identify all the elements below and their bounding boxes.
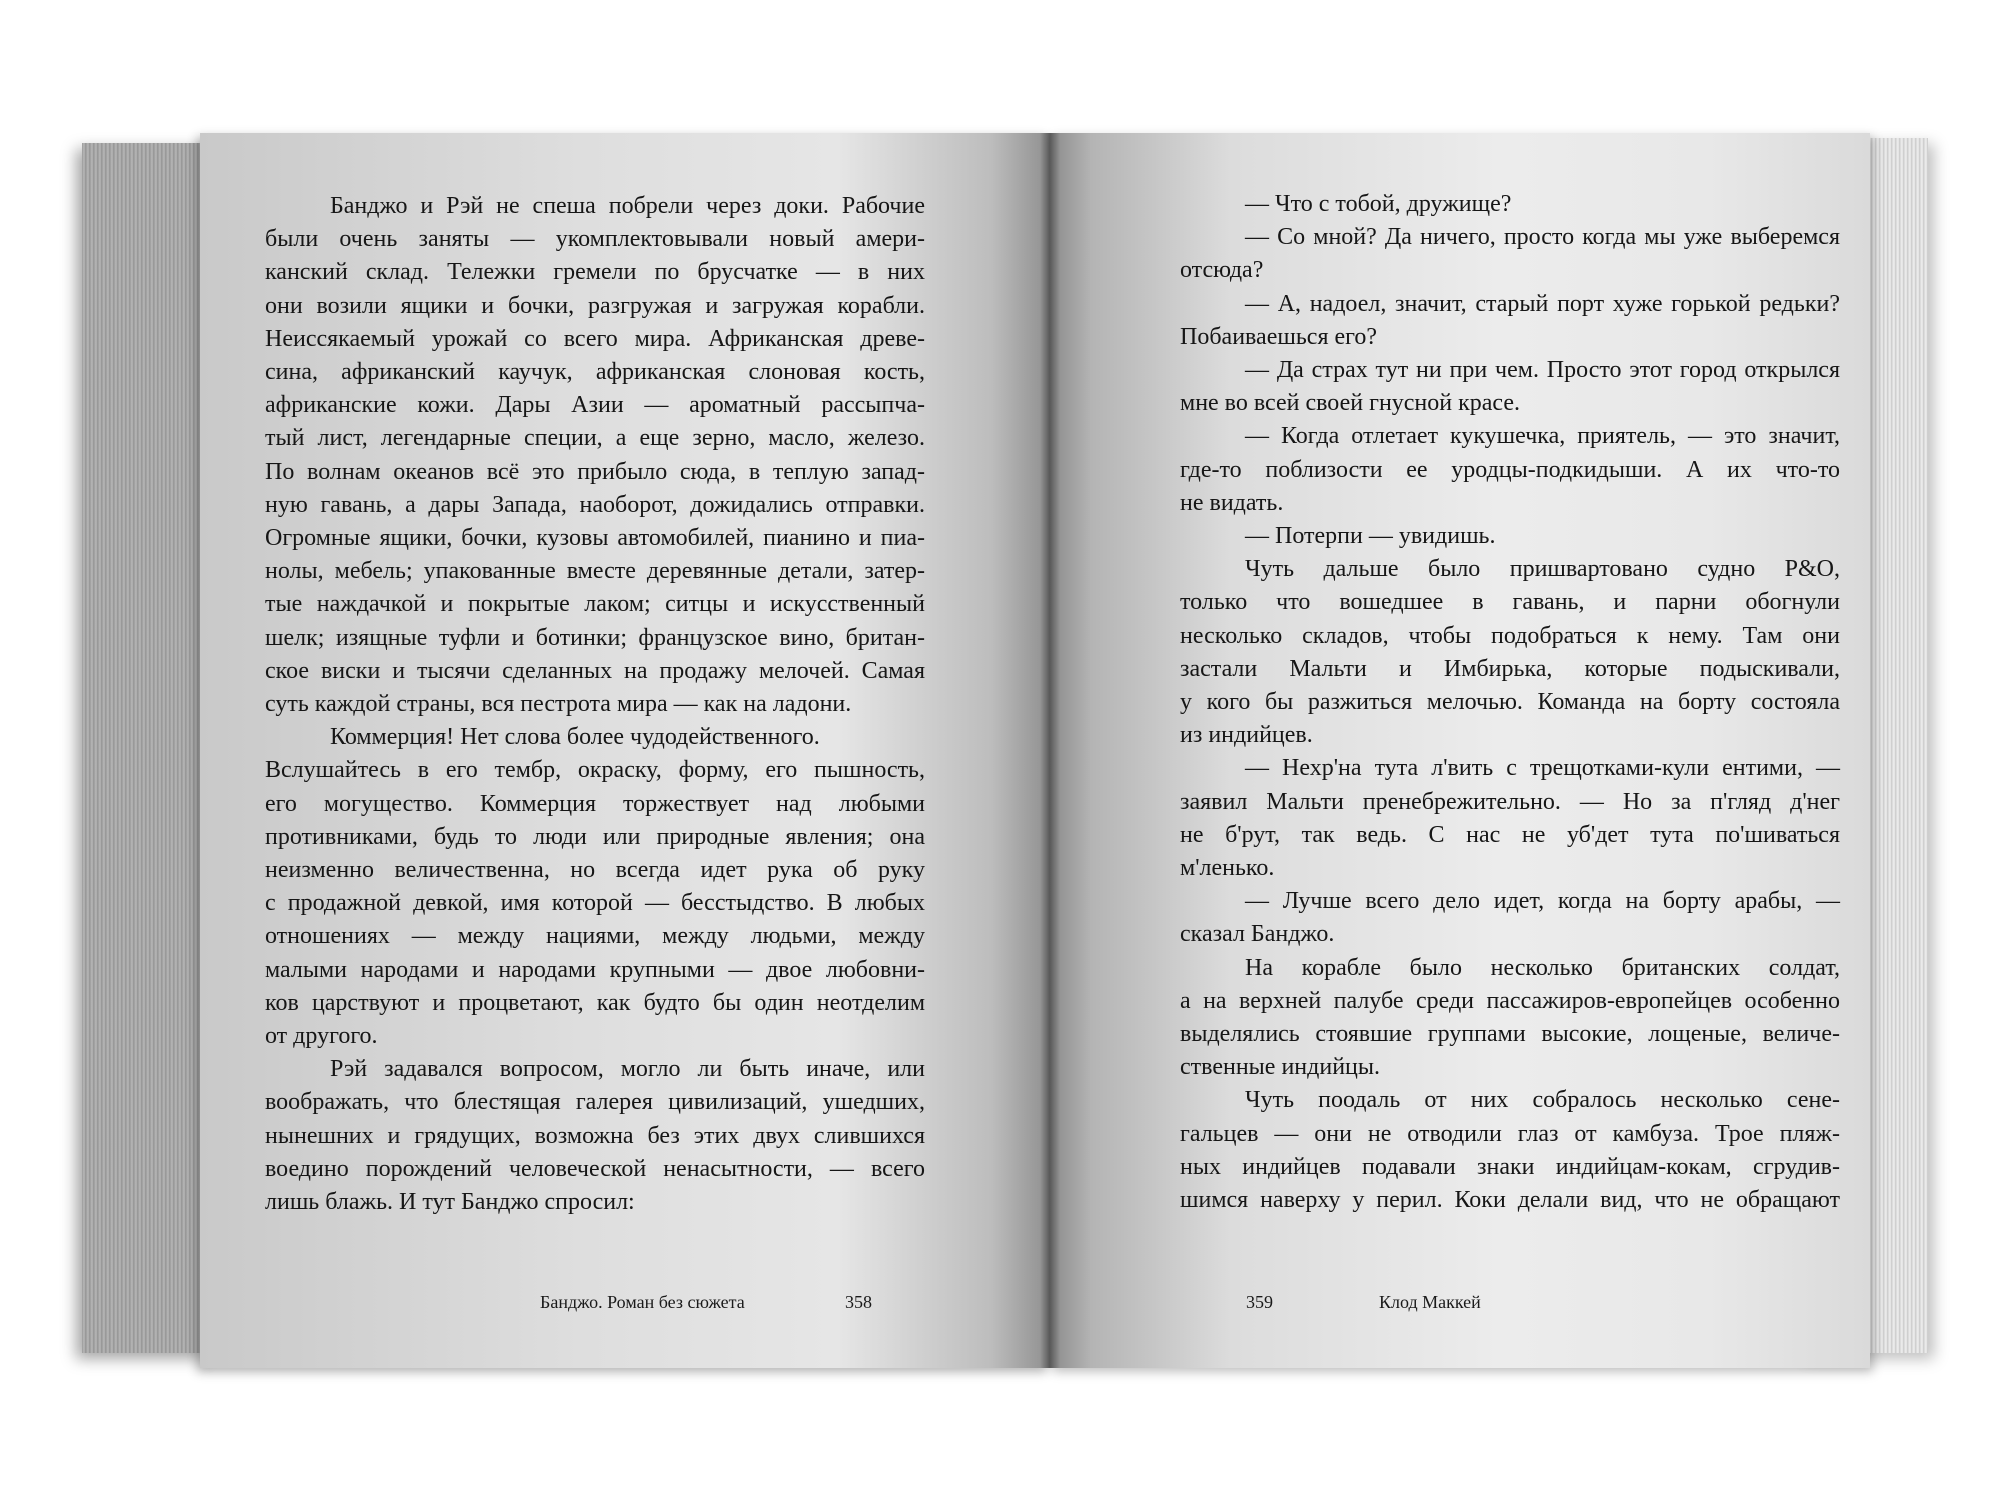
text-line: — Потерпи — увидишь. (1245, 523, 1496, 550)
text-line: Коммерция! Нет слова более чудодейственного. (330, 724, 820, 751)
text-line: выделялись стоявшие группами высокие, лощеные, величе- (1180, 1021, 1840, 1048)
text-line: только что вошедшее в гавань, и парни обогнули (1180, 589, 1840, 616)
book-gutter (1040, 133, 1060, 1368)
text-line: с продажной девкой, имя которой — бесстыдство. В любых (265, 890, 925, 917)
text-line: — Нехр'на тута л'вить с трещотками-кули ентими, — (1245, 755, 1840, 782)
text-line: они возили ящики и бочки, разгружая и загружая корабли. (265, 292, 925, 319)
text-line: канский склад. Тележки гремели по брусчатке — в них (265, 259, 925, 286)
text-line: шимся наверху у перил. Коки делали вид, что не обращают (1180, 1187, 1840, 1214)
text-line: не б'рут, так ведь. С нас не уб'дет тута по'шиваться (1180, 821, 1840, 848)
text-line: нынешних и грядущих, возможна без этих двух слившихся (265, 1122, 925, 1149)
text-line: воображать, что блестящая галерея цивилизаций, ушедших, (265, 1089, 925, 1116)
text-line: лишь блажь. И тут Банджо спросил: (265, 1189, 635, 1216)
text-line: неизменно величественна, но всегда идет рука об руку (265, 857, 925, 884)
text-line: Чуть поодаль от них собралось несколько сене- (1245, 1087, 1840, 1114)
text-line: его могущество. Коммерция торжествует над любыми (265, 790, 925, 817)
text-line: отношениях — между нациями, между людьми, между (265, 923, 925, 950)
text-line: ную гавань, а дары Запада, наоборот, дожидались отправки. (265, 491, 925, 518)
text-line: ков царствуют и процветают, как будто бы один неотделим (265, 989, 925, 1016)
text-line: м'ленько. (1180, 855, 1275, 882)
text-line: Огромные ящики, бочки, кузовы автомобилей, пианино и пиа- (265, 525, 925, 552)
text-line: застали Мальти и Имбирька, которые подыскивали, (1180, 655, 1840, 682)
text-line: малыми народами и народами крупными — двое любовни- (265, 956, 925, 983)
text-line: шелк; изящные туфли и ботинки; французское вино, британ- (265, 624, 925, 651)
text-line: — А, надоел, значит, старый порт хуже горькой редьки? (1245, 290, 1840, 317)
text-line: Банджо и Рэй не спеша побрели через доки. Рабочие (330, 193, 925, 219)
text-line: воедино порождений человеческой ненасытности, — всего (265, 1155, 925, 1182)
text-line: — Со мной? Да ничего, просто когда мы уже выберемся (1245, 224, 1840, 251)
text-line: Неиссякаемый урожай со всего мира. Африканская древе- (265, 325, 925, 352)
text-line: тые наждачкой и покрытые лаком; ситцы и искусственный (265, 591, 925, 618)
text-line: тый лист, легендарные специи, а еще зерно, масло, железо. (265, 425, 925, 452)
text-line: отсюда? (1180, 257, 1264, 284)
text-line: заявил Мальти пренебрежительно. — Но за п'гляд д'нег (1180, 788, 1840, 815)
text-line: где-то поблизости ее уродцы-подкидыши. А их что-то (1180, 456, 1840, 483)
text-line: На корабле было несколько британских солдат, (1245, 954, 1840, 981)
text-line: — Что с тобой, дружище? (1245, 191, 1512, 217)
text-line: Чуть дальше было пришвартовано судно P&O, (1245, 556, 1840, 583)
text-line: противниками, будь то люди или природные явления; она (265, 823, 925, 850)
left-page-stack-edge (82, 143, 212, 1353)
text-line: — Когда отлетает кукушечка, приятель, — это значит, (1245, 423, 1840, 450)
text-line: а на верхней палубе среди пассажиров-европейцев особенно (1180, 987, 1840, 1014)
text-line: сина, африканский каучук, африканская слоновая кость, (265, 359, 925, 386)
right-running-footer: Клод Маккей (1379, 1292, 1481, 1312)
text-line: у кого бы разжиться мелочью. Команда на борту состояла (1180, 689, 1840, 716)
text-line: суть каждой страны, вся пестрота мира — как на ладони. (265, 691, 852, 718)
text-line: — Лучше всего дело идет, когда на борту арабы, — (1245, 888, 1840, 915)
left-running-footer: Банджо. Роман без сюжета (540, 1292, 745, 1312)
text-line: Побаиваешься его? (1180, 323, 1378, 350)
text-line: Вслушайтесь в его тембр, окраску, форму, его пышность, (265, 757, 925, 784)
text-line: ственные индийцы. (1180, 1054, 1381, 1081)
text-line: от другого. (265, 1023, 378, 1050)
text-line: По волнам океанов всё это прибыло сюда, в теплую запад- (265, 458, 925, 485)
text-line: не видать. (1180, 489, 1284, 516)
left-page-text (265, 190, 925, 1219)
text-line: — Да страх тут ни при чем. Просто этот город открылся (1245, 357, 1840, 384)
text-line: мне во всей своей гнусной красе. (1180, 390, 1521, 417)
text-line: Рэй задавался вопросом, могло ли быть иначе, или (330, 1056, 925, 1083)
text-line: несколько складов, чтобы подобраться к нему. Там они (1180, 622, 1840, 649)
text-line: ское виски и тысячи сделанных на продажу мелочей. Самая (265, 657, 925, 684)
right-page-number: 359 (1246, 1292, 1273, 1312)
text-line: африканские кожи. Дары Азии — ароматный рассыпча- (265, 392, 925, 419)
text-line: из индийцев. (1180, 722, 1313, 749)
text-line: нолы, мебель; упакованные вместе деревянные детали, затер- (265, 558, 925, 585)
text-line: были очень заняты — укомплектовывали новый амери- (265, 226, 925, 253)
left-page-number: 358 (845, 1292, 872, 1312)
text-line: гальцев — они не отводили глаз от камбуза. Трое пляж- (1180, 1120, 1840, 1147)
right-page-text (1180, 188, 1840, 1217)
text-line: сказал Банджо. (1180, 921, 1335, 948)
text-line: ных индийцев подавали знаки индийцам-кокам, сгрудив- (1180, 1153, 1840, 1180)
